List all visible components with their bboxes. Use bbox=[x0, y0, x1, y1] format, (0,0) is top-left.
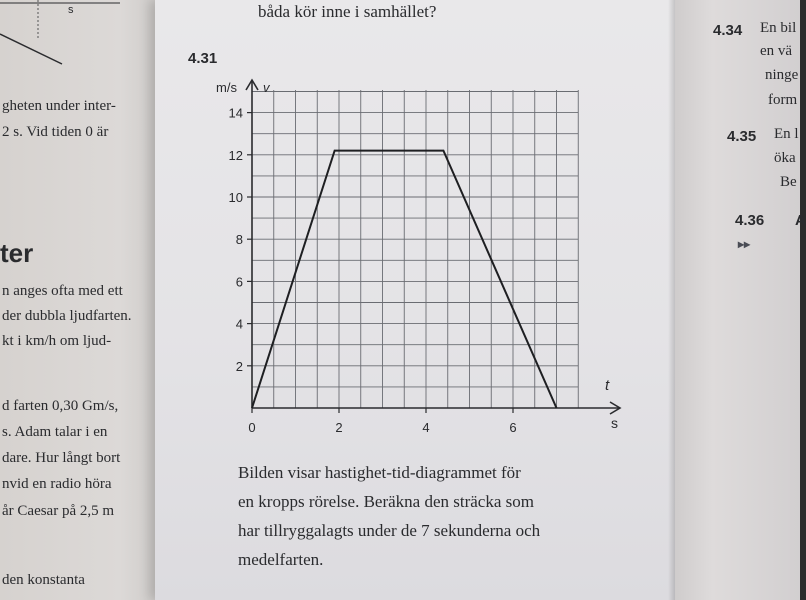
right-text-line: en vä bbox=[760, 43, 793, 59]
x-axis-unit: s bbox=[611, 415, 618, 431]
y-tick-label: 6 bbox=[235, 274, 243, 290]
problem-description bbox=[238, 458, 658, 574]
description-line: medelfarten. bbox=[238, 550, 324, 569]
x-tick-label: 2 bbox=[335, 420, 343, 435]
right-problem-number: 4.36 bbox=[735, 212, 765, 229]
left-text-line: 2 s. Vid tiden 0 är bbox=[2, 124, 109, 140]
y-tick-label: 12 bbox=[228, 147, 243, 163]
right-page bbox=[675, 0, 806, 600]
right-text-line: En l bbox=[774, 126, 799, 142]
y-tick-label: 4 bbox=[235, 316, 243, 332]
left-text-line: der dubbla ljudfarten. bbox=[2, 308, 132, 324]
right-text-line: öka bbox=[774, 150, 796, 166]
left-text-line: år Caesar på 2,5 m bbox=[2, 503, 115, 519]
right-text-line: ninge bbox=[765, 67, 799, 83]
y-axis-unit: m/s bbox=[216, 80, 237, 95]
double-arrow-icon: ▸▸ bbox=[738, 237, 751, 251]
left-text-line: n anges ofta med ett bbox=[2, 283, 123, 299]
description-line: Bilden visar hastighet-tid-diagrammet för bbox=[238, 463, 521, 482]
y-tick-label: 14 bbox=[228, 105, 243, 121]
x-tick-label: 6 bbox=[509, 420, 517, 435]
left-text-line: nvid en radio höra bbox=[2, 476, 112, 492]
y-tick-label: 2 bbox=[235, 358, 243, 374]
x-tick-label: 0 bbox=[248, 420, 256, 435]
y-axis-label: v bbox=[263, 80, 270, 95]
right-text-line: form bbox=[768, 92, 798, 108]
right-problem-number: 4.34 bbox=[713, 22, 743, 39]
chart-axes bbox=[246, 80, 620, 414]
left-text-line: d farten 0,30 Gm/s, bbox=[2, 398, 119, 414]
left-text-line: kt i km/h om ljud- bbox=[2, 333, 112, 349]
right-text-line: Be bbox=[780, 174, 797, 190]
left-text-line: den konstanta bbox=[2, 572, 85, 588]
description-line: har tillryggalagts under de 7 sekunderna och bbox=[238, 521, 541, 540]
right-text-line: A bbox=[795, 212, 806, 229]
left-text-line: s. Adam talar i en bbox=[2, 424, 108, 440]
description-line: en kropps rörelse. Beräkna den sträcka som bbox=[238, 492, 534, 511]
y-tick-label: 10 bbox=[228, 190, 243, 205]
left-text-line: gheten under inter- bbox=[2, 98, 116, 114]
x-tick-label: 4 bbox=[422, 420, 430, 435]
right-text-line: En bil bbox=[760, 20, 797, 36]
problem-number: 4.31 bbox=[188, 50, 218, 67]
left-text-line: dare. Hur långt bort bbox=[2, 450, 121, 466]
chart-grid bbox=[252, 90, 578, 408]
left-figure-axis-label: s bbox=[68, 4, 74, 16]
left-section-heading: ter bbox=[0, 238, 34, 268]
y-tick-label: 8 bbox=[235, 232, 243, 248]
main-top-text: båda kör inne i samhället? bbox=[258, 2, 437, 21]
right-problem-number: 4.35 bbox=[727, 128, 757, 145]
x-axis-label: t bbox=[605, 377, 610, 394]
